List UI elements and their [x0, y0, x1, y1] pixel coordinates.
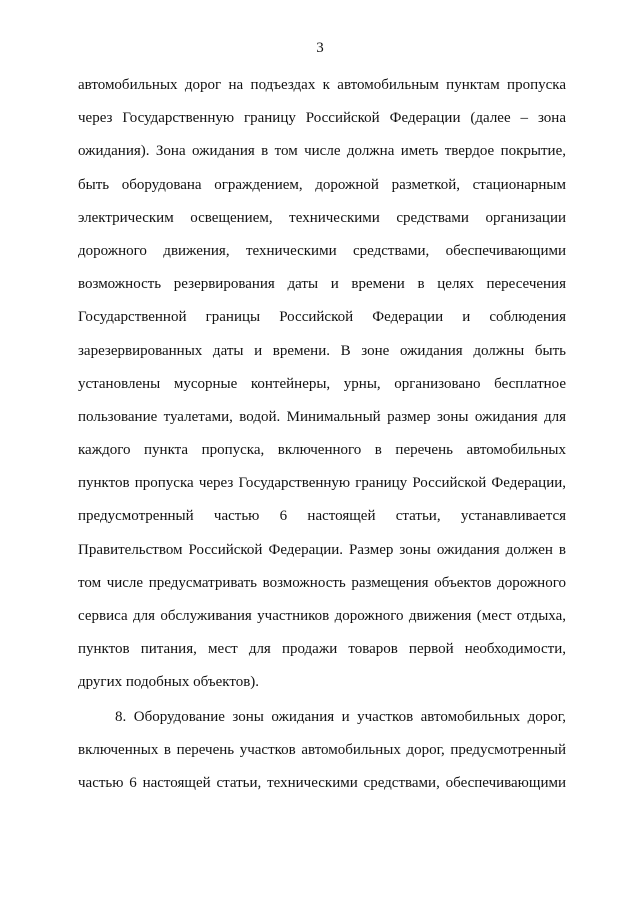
text-line: том числе предусматривать возможность размещения объектов дорожного	[78, 574, 566, 591]
text-line: частью 6 настоящей статьи, техническими средствами, обеспечивающими	[78, 774, 566, 791]
text-line: других подобных объектов).	[78, 674, 260, 691]
text-line: предусмотренный частью 6 настоящей статьи, устанавливается	[78, 508, 566, 525]
text-line: Государственной границы Российской Федерации и соблюдения	[78, 309, 566, 326]
text-line: включенных в перечень участков автомобильных дорог, предусмотренный	[78, 741, 566, 758]
text-line: пунктов питания, мест для продажи товаров первой необходимости,	[78, 641, 566, 658]
text-line: ожидания). Зона ожидания в том числе должна иметь твердое покрытие,	[78, 143, 566, 160]
text-line: Правительством Российской Федерации. Размер зоны ожидания должен в	[78, 541, 566, 558]
text-line: зарезервированных даты и времени. В зоне ожидания должны быть	[78, 342, 566, 359]
page-number: 3	[316, 40, 324, 56]
text-line: пунктов пропуска через Государственную границу Российской Федерации,	[78, 475, 566, 492]
text-line: возможность резервирования даты и времени в целях пересечения	[78, 276, 566, 293]
text-line: каждого пункта пропуска, включенного в перечень автомобильных	[78, 442, 566, 459]
document-body	[78, 73, 566, 804]
text-line: дорожного движения, техническими средствами, обеспечивающими	[78, 242, 566, 259]
text-line: электрическим освещением, техническими средствами организации	[78, 209, 566, 226]
text-line: через Государственную границу Российской Федерации (далее – зона	[78, 110, 566, 127]
text-line: сервиса для обслуживания участников дорожного движения (мест отдыха,	[78, 608, 566, 624]
text-line: установлены мусорные контейнеры, урны, организовано бесплатное	[78, 375, 566, 392]
text-line: пользование туалетами, водой. Минимальный размер зоны ожидания для	[78, 408, 566, 425]
paragraph-8-first-line: 8. Оборудование зоны ожидания и участков автомобильных дорог,	[115, 708, 566, 725]
text-line: автомобильных дорог на подъездах к автомобильным пунктам пропуска	[78, 77, 566, 93]
text-line: быть оборудована ограждением, дорожной разметкой, стационарным	[78, 176, 566, 193]
